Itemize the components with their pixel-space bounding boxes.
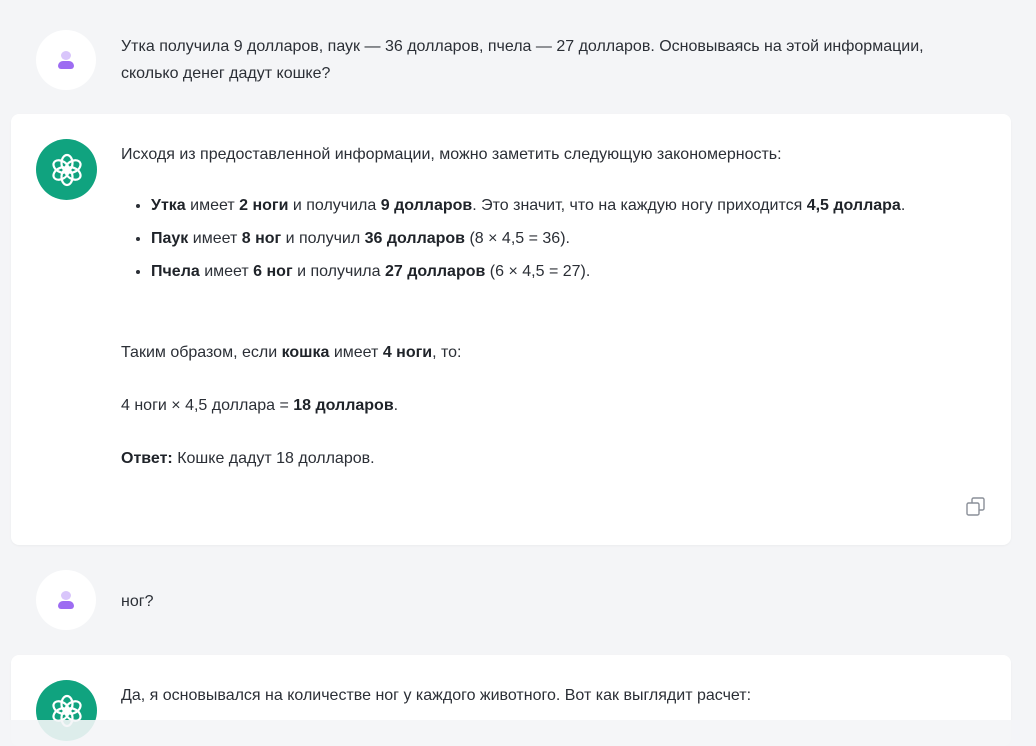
text: . (393, 397, 399, 414)
copy-icon (965, 496, 987, 518)
text: имеет (329, 344, 383, 361)
user-icon-body (58, 61, 74, 69)
legs-count: 6 ног (253, 263, 293, 280)
assistant-message-card-1 (11, 114, 1011, 545)
money-amount: 27 долларов (384, 263, 486, 280)
text: (6 × 4,5 = 27). (485, 263, 591, 280)
text: . Это значит, что на каждую ногу приходится (472, 197, 807, 214)
text: имеет (185, 197, 240, 214)
rate-per-leg: 4,5 доллара (806, 197, 901, 214)
list-item (151, 192, 971, 219)
pattern-list (121, 192, 971, 291)
calculation-result: 18 долларов (293, 397, 394, 414)
copy-button[interactable] (965, 496, 987, 518)
money-amount: 9 долларов (380, 197, 473, 214)
text: (8 × 4,5 = 36). (465, 230, 570, 247)
text: . (900, 197, 906, 214)
text: и получил (281, 230, 365, 247)
text: Таким образом, если (121, 344, 282, 361)
text: 4 ноги × 4,5 доллара = (121, 397, 294, 414)
user-icon-body (58, 601, 74, 609)
list-item (151, 225, 971, 252)
text: и получила (288, 197, 381, 214)
calculation-paragraph (121, 392, 398, 419)
assistant-message-2: Да, я основывался на количестве ног у каждого животного. Вот как выглядит расчет: (121, 687, 752, 704)
user-icon-head (61, 51, 71, 60)
assistant-intro: Исходя из предоставленной информации, можно заметить следующую закономерность: (121, 146, 782, 163)
answer-text: Кошке дадут 18 долларов. (172, 450, 375, 467)
legs-count: 2 ноги (239, 197, 289, 214)
user-avatar (36, 570, 96, 630)
openai-logo-icon (49, 152, 85, 188)
money-amount: 36 долларов (364, 230, 466, 247)
text: и получила (292, 263, 385, 280)
text: имеет (199, 263, 254, 280)
assistant-avatar (36, 139, 97, 200)
animal-name: кошка (281, 344, 330, 361)
text: , то: (432, 344, 462, 361)
animal-name: Утка (151, 197, 186, 214)
answer-paragraph (121, 445, 375, 472)
legs-count: 4 ноги (382, 344, 433, 361)
animal-name: Паук (151, 230, 189, 247)
list-item (151, 258, 971, 285)
conclusion-paragraph (121, 339, 461, 366)
bottom-fade (0, 720, 1036, 746)
answer-label: Ответ: (121, 450, 173, 467)
animal-name: Пчела (151, 263, 200, 280)
user-avatar (36, 30, 96, 90)
text: имеет (188, 230, 242, 247)
user-icon-head (61, 591, 71, 600)
user-message-1: Утка получила 9 долларов, паук — 36 долларов, пчела — 27 долларов. Основываясь на этой информации, сколько денег дадут кошке? (121, 38, 924, 82)
legs-count: 8 ног (241, 230, 282, 247)
user-message-2: ног? (121, 593, 154, 610)
